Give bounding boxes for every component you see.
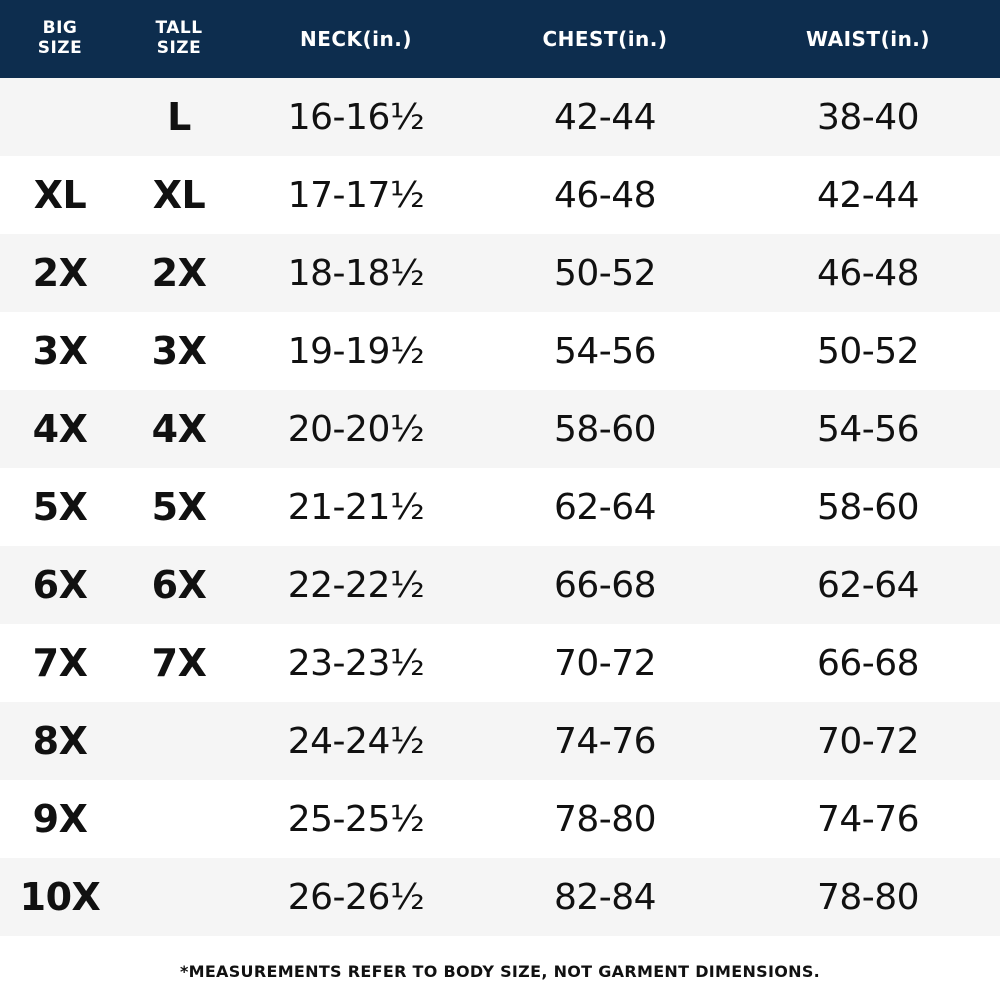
cell-chest: 46-48 — [474, 156, 736, 234]
cell-big-size: 5X — [0, 468, 120, 546]
cell-chest: 82-84 — [474, 858, 736, 936]
cell-tall-size: L — [120, 78, 238, 156]
column-header-tall-size — [120, 0, 238, 78]
table-row — [0, 312, 1000, 390]
table-row — [0, 390, 1000, 468]
cell-waist: 58-60 — [736, 468, 1000, 546]
cell-chest: 50-52 — [474, 234, 736, 312]
cell-waist: 54-56 — [736, 390, 1000, 468]
cell-big-size: 2X — [0, 234, 120, 312]
cell-chest: 54-56 — [474, 312, 736, 390]
table-row — [0, 780, 1000, 858]
column-header-big-size-line2: SIZE — [37, 38, 83, 58]
cell-big-size: 10X — [0, 858, 120, 936]
cell-waist: 62-64 — [736, 546, 1000, 624]
column-header-big-size-line1: BIG — [42, 18, 78, 39]
cell-chest: 66-68 — [474, 546, 736, 624]
cell-tall-size — [120, 858, 238, 936]
measurement-footnote: *MEASUREMENTS REFER TO BODY SIZE, NOT GARMENT DIMENSIONS. — [179, 962, 821, 981]
column-header-big-size — [0, 0, 120, 78]
table-header — [0, 0, 1000, 78]
cell-neck: 17-17½ — [238, 156, 474, 234]
cell-waist: 42-44 — [736, 156, 1000, 234]
table-row — [0, 624, 1000, 702]
cell-chest: 74-76 — [474, 702, 736, 780]
table-row — [0, 468, 1000, 546]
cell-tall-size: 2X — [120, 234, 238, 312]
cell-neck: 21-21½ — [238, 468, 474, 546]
cell-chest: 58-60 — [474, 390, 736, 468]
cell-neck: 25-25½ — [238, 780, 474, 858]
cell-neck: 16-16½ — [238, 78, 474, 156]
table-row — [0, 858, 1000, 936]
cell-tall-size: XL — [120, 156, 238, 234]
cell-tall-size: 3X — [120, 312, 238, 390]
cell-tall-size: 7X — [120, 624, 238, 702]
table-row — [0, 234, 1000, 312]
cell-waist: 50-52 — [736, 312, 1000, 390]
cell-big-size: 8X — [0, 702, 120, 780]
cell-waist: 74-76 — [736, 780, 1000, 858]
cell-neck: 19-19½ — [238, 312, 474, 390]
cell-waist: 38-40 — [736, 78, 1000, 156]
cell-tall-size: 4X — [120, 390, 238, 468]
cell-chest: 78-80 — [474, 780, 736, 858]
cell-neck: 20-20½ — [238, 390, 474, 468]
cell-chest: 62-64 — [474, 468, 736, 546]
cell-waist: 70-72 — [736, 702, 1000, 780]
header-row — [0, 0, 1000, 78]
column-header-tall-size-line1: TALL — [155, 18, 203, 39]
column-header-chest: CHEST(in.) — [474, 0, 736, 78]
cell-waist: 66-68 — [736, 624, 1000, 702]
cell-big-size: XL — [0, 156, 120, 234]
table-row — [0, 156, 1000, 234]
cell-big-size: 6X — [0, 546, 120, 624]
cell-neck: 23-23½ — [238, 624, 474, 702]
cell-neck: 18-18½ — [238, 234, 474, 312]
cell-big-size: 3X — [0, 312, 120, 390]
column-header-waist: WAIST(in.) — [736, 0, 1000, 78]
table-row — [0, 546, 1000, 624]
cell-tall-size — [120, 702, 238, 780]
cell-tall-size: 6X — [120, 546, 238, 624]
cell-big-size — [0, 78, 120, 156]
cell-chest: 70-72 — [474, 624, 736, 702]
table-body — [0, 78, 1000, 936]
table-row — [0, 702, 1000, 780]
column-header-tall-size-line2: SIZE — [156, 38, 202, 58]
column-header-neck: NECK(in.) — [238, 0, 474, 78]
cell-big-size: 7X — [0, 624, 120, 702]
table-row — [0, 78, 1000, 156]
cell-neck: 22-22½ — [238, 546, 474, 624]
cell-neck: 26-26½ — [238, 858, 474, 936]
cell-waist: 46-48 — [736, 234, 1000, 312]
cell-chest: 42-44 — [474, 78, 736, 156]
cell-waist: 78-80 — [736, 858, 1000, 936]
cell-neck: 24-24½ — [238, 702, 474, 780]
cell-big-size: 9X — [0, 780, 120, 858]
cell-tall-size: 5X — [120, 468, 238, 546]
cell-big-size: 4X — [0, 390, 120, 468]
cell-tall-size — [120, 780, 238, 858]
